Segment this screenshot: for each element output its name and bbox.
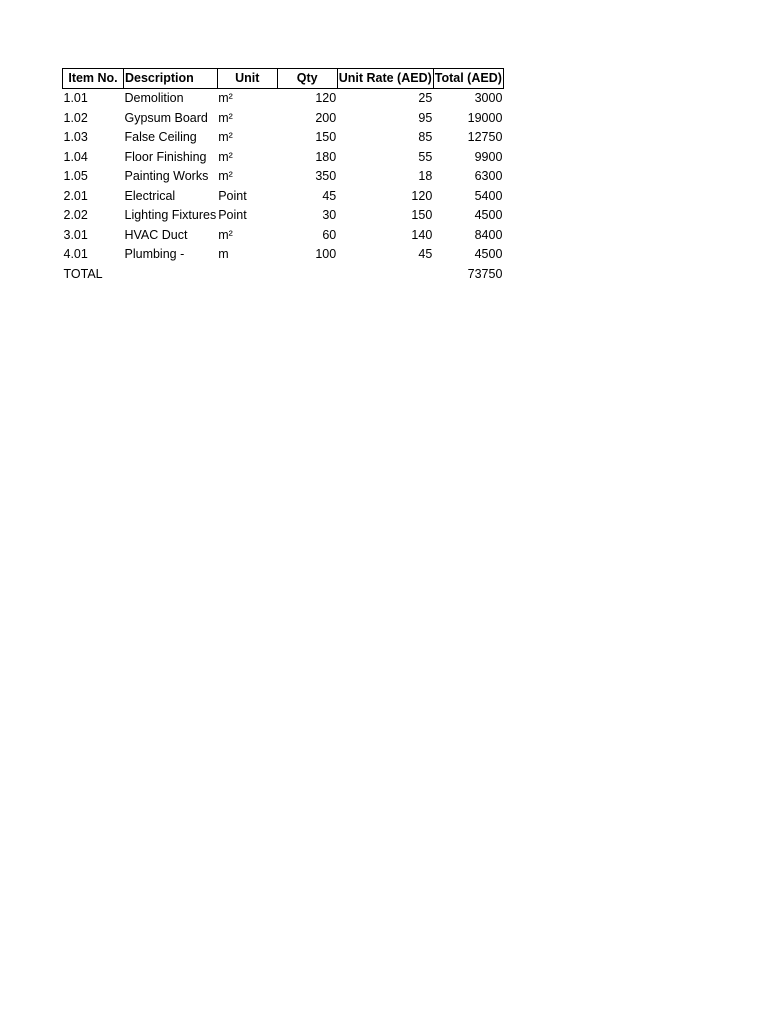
- cell-total: 5400: [474, 188, 503, 203]
- cell-total: 8400: [474, 227, 503, 242]
- cell-qty: 150: [315, 130, 337, 144]
- spreadsheet: [62, 68, 504, 284]
- table-row: [63, 167, 504, 187]
- empty-cell: [337, 265, 433, 285]
- cell-unit-rate: 18: [418, 169, 433, 183]
- cell-unit: m²: [218, 227, 233, 242]
- cell-item-no: 1.01: [63, 91, 88, 105]
- cell-item-no: 1.02: [63, 110, 88, 125]
- cell-unit: Point: [218, 208, 247, 222]
- cell-description: Plumbing -: [124, 247, 185, 261]
- cell-item-no: 2.02: [63, 208, 88, 222]
- header-unit-rate: Unit Rate (AED): [337, 69, 433, 89]
- cell-unit-rate: 25: [418, 91, 433, 105]
- cell-description: Floor Finishing: [124, 149, 207, 164]
- header-total: Total (AED): [433, 69, 503, 89]
- cell-total: 3000: [474, 91, 503, 105]
- cell-total: 19000: [467, 110, 503, 125]
- table-row: [63, 128, 504, 148]
- table-row: [63, 89, 504, 109]
- cell-unit: m²: [218, 169, 233, 183]
- header-unit: Unit: [217, 69, 277, 89]
- cell-total: 9900: [474, 149, 503, 164]
- cell-item-no: 1.03: [63, 130, 88, 144]
- cell-description: Demolition: [124, 91, 184, 105]
- table-row: [63, 109, 504, 129]
- cell-qty: 60: [322, 227, 337, 242]
- cell-item-no: 1.05: [63, 169, 88, 183]
- cell-qty: 200: [315, 110, 337, 125]
- cell-description: False Ceiling: [124, 130, 197, 144]
- boq-table: [62, 68, 504, 284]
- cell-description: Gypsum Board: [124, 110, 208, 125]
- table-row: [63, 187, 504, 207]
- cell-unit-rate: 140: [411, 227, 433, 242]
- cell-unit-rate: 45: [418, 247, 433, 261]
- cell-description: Electrical: [124, 188, 176, 203]
- cell-unit-rate: 150: [411, 208, 433, 222]
- cell-unit: m²: [218, 149, 233, 164]
- cell-qty: 45: [322, 188, 337, 203]
- cell-item-no: 2.01: [63, 188, 88, 203]
- empty-cell: [277, 265, 337, 285]
- cell-item-no: 3.01: [63, 227, 88, 242]
- empty-cell: [217, 265, 277, 285]
- cell-qty: 350: [315, 169, 337, 183]
- total-label: TOTAL: [63, 266, 103, 281]
- cell-qty: 180: [315, 149, 337, 164]
- cell-qty: 100: [315, 247, 337, 261]
- table-row: [63, 226, 504, 246]
- cell-total: 4500: [474, 208, 503, 222]
- cell-description: HVAC Duct: [124, 227, 188, 242]
- header-item-no: Item No.: [63, 69, 124, 89]
- total-value: 73750: [467, 266, 503, 281]
- cell-item-no: 1.04: [63, 149, 88, 164]
- cell-qty: 30: [322, 208, 337, 222]
- table-row: [63, 245, 504, 265]
- cell-unit: Point: [218, 188, 247, 203]
- cell-total: 4500: [474, 247, 503, 261]
- cell-total: 6300: [474, 169, 503, 183]
- total-row: [63, 265, 504, 285]
- table-row: [63, 206, 504, 226]
- cell-unit: m²: [218, 110, 233, 125]
- cell-unit: m: [218, 247, 229, 261]
- cell-item-no: 4.01: [63, 247, 88, 261]
- cell-unit: m²: [218, 91, 233, 105]
- header-qty: Qty: [277, 69, 337, 89]
- cell-unit-rate: 95: [418, 110, 433, 125]
- header-row: [63, 69, 504, 89]
- cell-qty: 120: [315, 91, 337, 105]
- cell-total: 12750: [467, 130, 503, 144]
- cell-unit-rate: 55: [418, 149, 433, 164]
- table-row: [63, 148, 504, 168]
- cell-unit-rate: 85: [418, 130, 433, 144]
- cell-unit-rate: 120: [411, 188, 433, 203]
- cell-unit: m²: [218, 130, 233, 144]
- cell-description: Painting Works: [124, 169, 209, 183]
- empty-cell: [124, 265, 218, 285]
- header-description: Description: [124, 69, 218, 89]
- cell-description: Lighting Fixtures: [124, 208, 217, 222]
